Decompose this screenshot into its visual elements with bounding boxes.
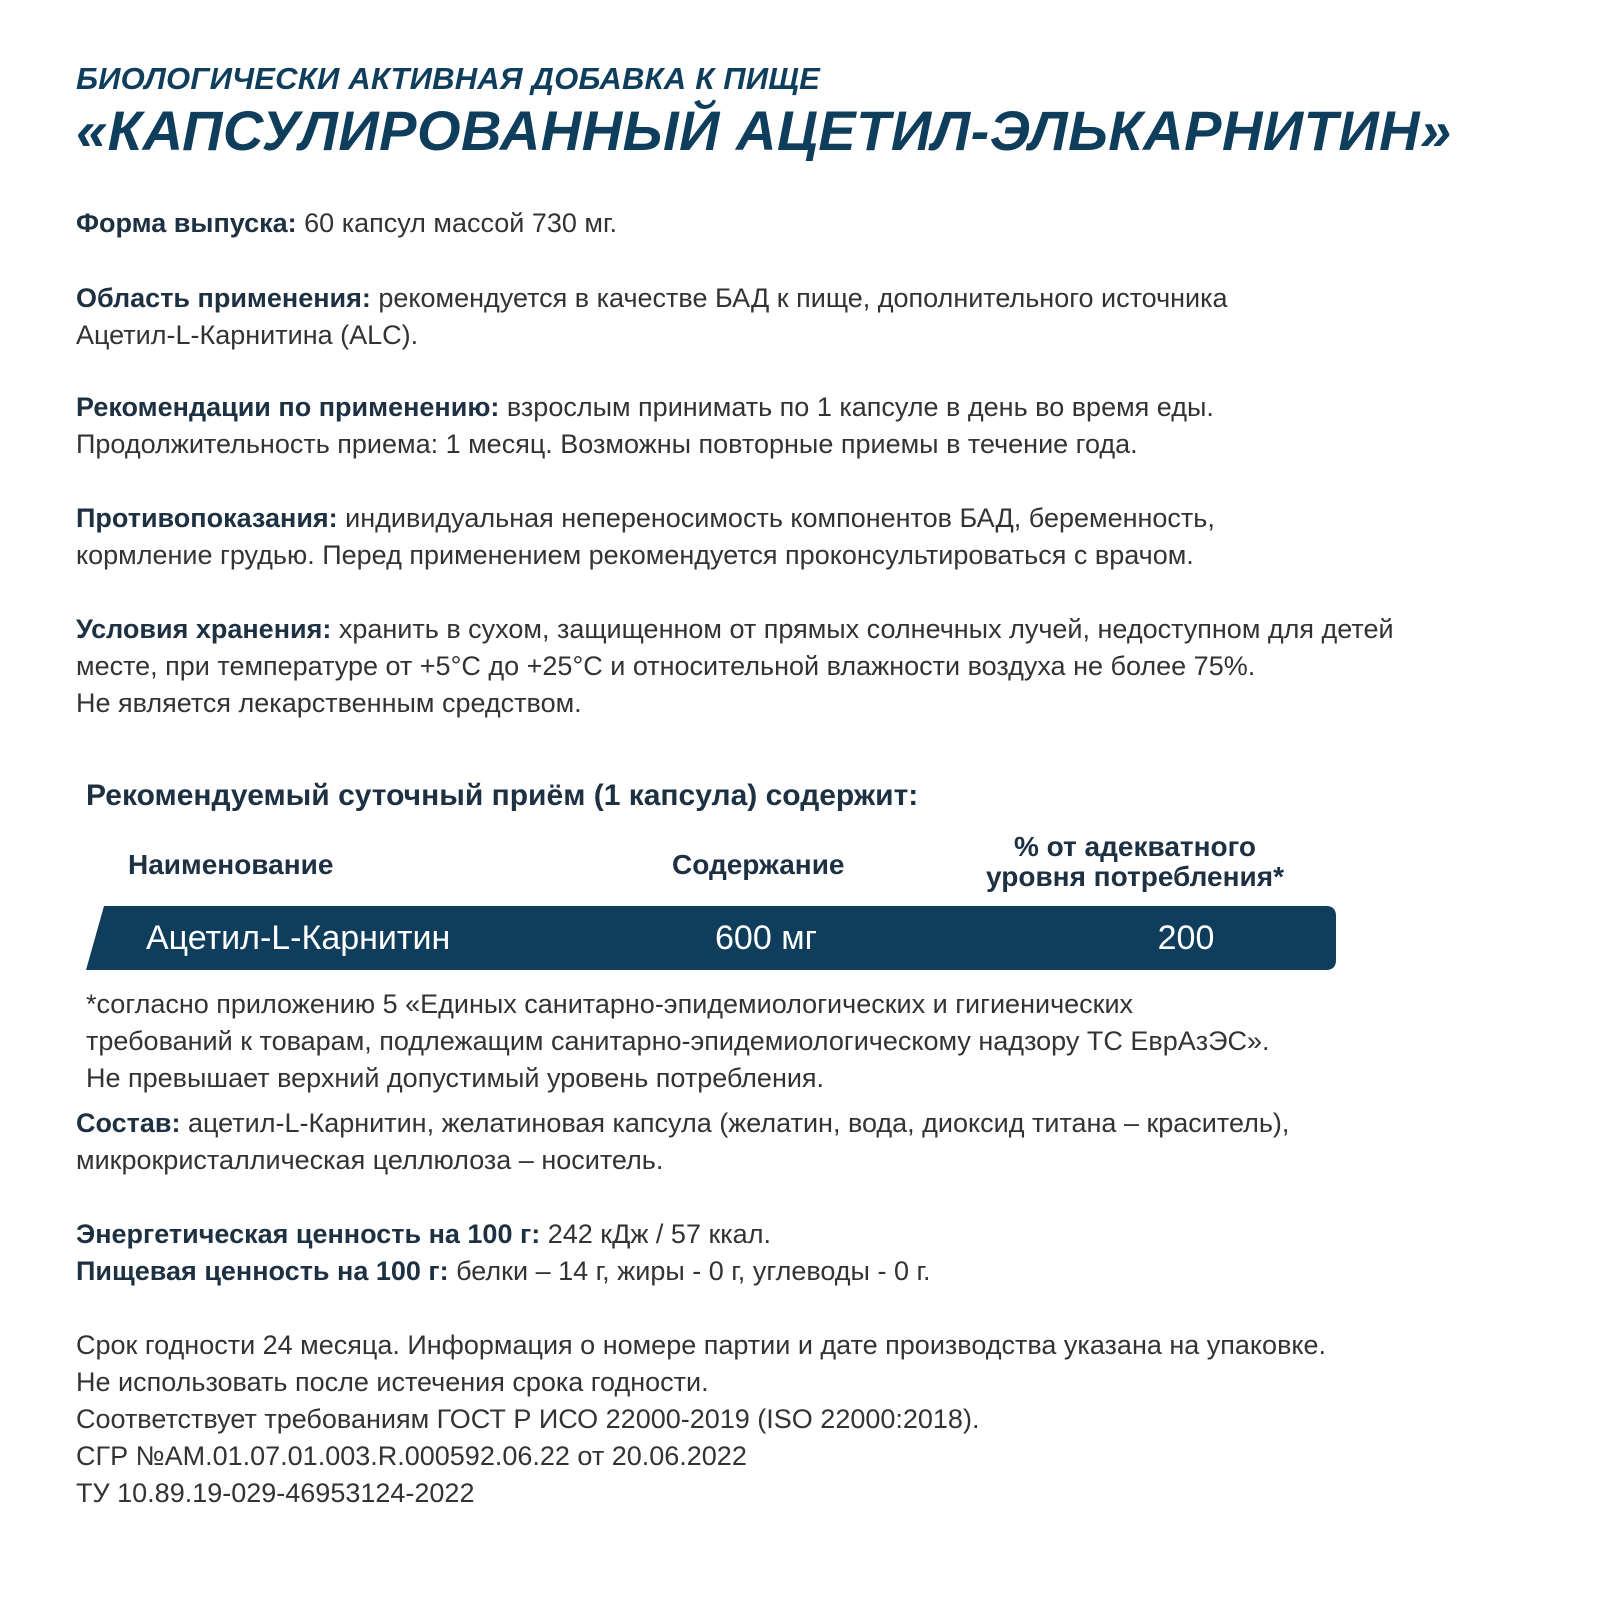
contraindications-label: Противопоказания: [76, 503, 338, 533]
column-header-name: Наименование [128, 849, 334, 880]
product-title: «КАПСУЛИРОВАННЫЙ АЦЕТИЛ-ЭЛЬКАРНИТИН» [76, 99, 1452, 162]
footnote [86, 986, 1270, 1097]
cell-percent: 200 [1157, 919, 1215, 957]
storage-label: Условия хранения: [76, 614, 332, 644]
composition-text-2: микрокристаллическая целлюлоза – носитель. [76, 1145, 664, 1175]
contraindications-text: индивидуальная непереносимость компонентов БАД, беременность, [337, 503, 1215, 533]
column-header-percent [970, 832, 1300, 892]
release-form-text: 60 капсул массой 730 мг. [296, 208, 618, 238]
daily-intake-title: Рекомендуемый суточный приём (1 капсула) содержит: [86, 779, 919, 812]
usage-text: взрослым принимать по 1 капсуле в день во время еды. [499, 392, 1214, 422]
composition-label: Состав: [76, 1108, 181, 1138]
application-area-label: Область применения: [76, 283, 371, 313]
table-row [86, 906, 1336, 970]
application-area [76, 280, 1536, 354]
application-area-text-2: Ацетил-L-Карнитина (ALC). [76, 320, 419, 350]
composition [76, 1105, 1536, 1179]
info-line-2: Не использовать после истечения срока годности. [76, 1367, 709, 1397]
footnote-line-2: требований к товарам, подлежащим санитарно-эпидемиологическому надзору ТС ЕврАзЭС». [86, 1026, 1270, 1056]
food-value-label: Пищевая ценность на 100 г: [76, 1256, 449, 1286]
energy-value-label: Энергетическая ценность на 100 г: [76, 1219, 541, 1249]
energy-value-text: 242 кДж / 57 ккал. [540, 1219, 771, 1249]
nutrition-values [76, 1216, 1536, 1290]
storage-conditions [76, 611, 1536, 722]
cell-amount: 600 мг [715, 919, 817, 957]
food-value-text: белки – 14 г, жиры - 0 г, углеводы - 0 г. [448, 1256, 931, 1286]
contraindications-text-2: кормление грудью. Перед применением рекомендуется проконсультироваться с врачом. [76, 540, 1194, 570]
footnote-line-1: *согласно приложению 5 «Единых санитарно-эпидемиологических и гигиенических [86, 989, 1134, 1019]
storage-text: хранить в сухом, защищенном от прямых солнечных лучей, недоступном для детей [331, 614, 1394, 644]
header [76, 60, 1452, 164]
cell-substance-name: Ацетил-L-Карнитин [146, 919, 451, 957]
shelf-life-info [76, 1327, 1536, 1512]
column-header-amount: Содержание [672, 849, 845, 880]
footnote-line-3: Не превышает верхний допустимый уровень потребления. [86, 1063, 825, 1093]
release-form [76, 205, 1536, 242]
application-area-text: рекомендуется в качестве БАД к пище, дополнительного источника [370, 283, 1228, 313]
composition-text: ацетил-L-Карнитин, желатиновая капсула (желатин, вода, диоксид титана – краситель), [180, 1108, 1290, 1138]
info-line-5: ТУ 10.89.19-029-46953124-2022 [76, 1478, 475, 1508]
usage-text-2: Продолжительность приема: 1 месяц. Возможны повторные приемы в течение года. [76, 429, 1138, 459]
info-line-3: Соответствует требованиям ГОСТ Р ИСО 22000-2019 (ISO 22000:2018). [76, 1404, 980, 1434]
column-header-percent-line2: уровня потребления* [986, 861, 1284, 892]
usage-recommendations [76, 389, 1536, 463]
release-form-label: Форма выпуска: [76, 208, 297, 238]
storage-text-3: Не является лекарственным средством. [76, 688, 582, 718]
info-line-1: Срок годности 24 месяца. Информация о номере партии и дате производства указана на упаковке. [76, 1330, 1327, 1360]
contraindications [76, 500, 1536, 574]
info-line-4: СГР №AM.01.07.01.003.R.000592.06.22 от 20.06.2022 [76, 1441, 747, 1471]
storage-text-2: месте, при температуре от +5°С до +25°С и относительной влажности воздуха не более 75%. [76, 651, 1256, 681]
usage-label: Рекомендации по применению: [76, 392, 500, 422]
product-category: БИОЛОГИЧЕСКИ АКТИВНАЯ ДОБАВКА К ПИЩЕ [76, 61, 820, 96]
column-header-percent-line1: % от адекватного [1013, 831, 1257, 862]
